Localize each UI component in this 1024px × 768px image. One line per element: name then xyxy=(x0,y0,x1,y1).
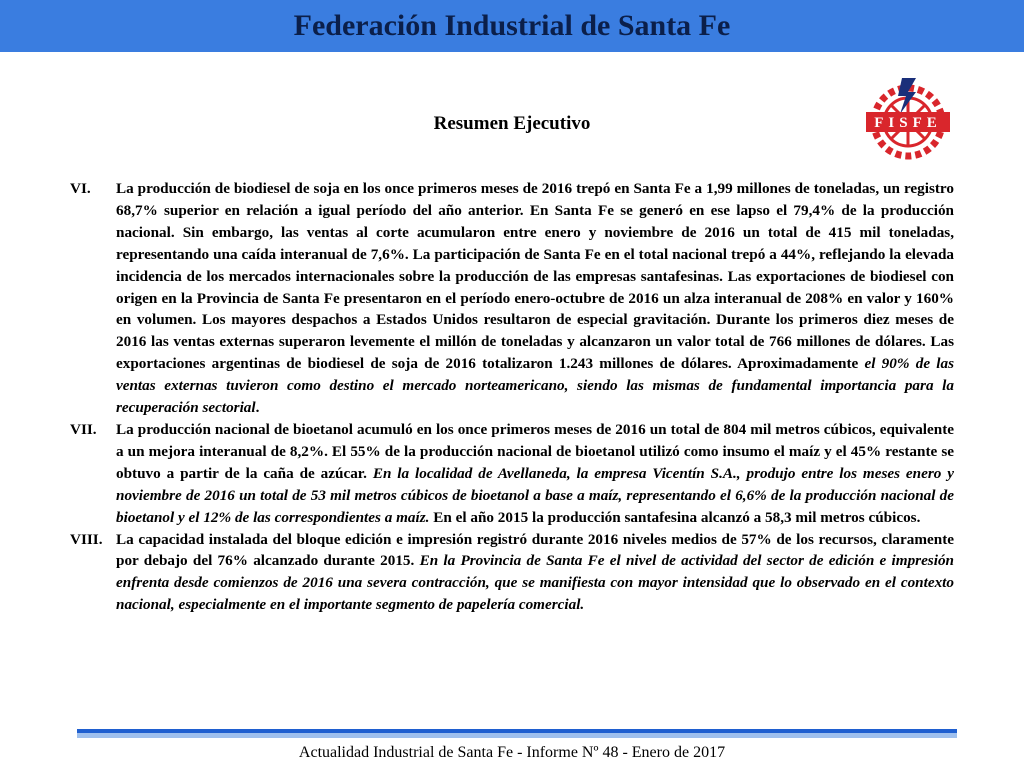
section-title: Resumen Ejecutivo xyxy=(433,113,591,134)
italic-text: el 90% de las ventas externas tuvieron como destino el mercado norteamericano, siendo las mismas de fundamental importancia para la recuperación sectorial xyxy=(116,355,955,417)
paragraph-text: . xyxy=(255,399,260,417)
italic-text: En la localidad de Avellaneda, la empresa Vicentín S.A., produjo entre los meses enero y noviembre de 2016 un total de 53 mil metros cúbicos de bioetanol a base a maíz, representando el 6,6% de la producción nacional de bioetanol y el 12% de las correspondientes a maíz. xyxy=(116,464,954,526)
item-number: VIII. xyxy=(70,530,103,548)
item-number: VII. xyxy=(70,420,97,438)
item-paragraph xyxy=(116,178,954,419)
page-title: Federación Industrial de Santa Fe xyxy=(293,9,731,42)
footer-text: Actualidad Industrial de Santa Fe - Informe Nº 48 - Enero de 2017 xyxy=(298,744,726,761)
summary-item xyxy=(70,419,954,529)
summary-item xyxy=(70,529,954,617)
summary-list xyxy=(70,178,954,616)
italic-text: En la Provincia de Santa Fe el nivel de actividad del sector de edición e impresión enfrenta desde comienzos de 2016 una severa contracción, que se manifiesta con mayor intensidad que lo observado en el contexto nacional, especialmente en el importante segmento de papelería comercial. xyxy=(116,552,954,614)
paragraph-text: La producción nacional de bioetanol acumuló en los once primeros meses de 2016 un total de 804 mil metros cúbicos, equivalente a un mejora interanual de 8,2%. El 55% de la producción nacional de bioetanol utilizó como insumo el maíz y el 45% restante se obtuvo a partir de la caña de azúcar. xyxy=(116,420,954,482)
item-number: VI. xyxy=(70,180,91,197)
item-paragraph xyxy=(116,529,954,617)
logo-text: FISFE xyxy=(874,115,942,131)
summary-item xyxy=(70,178,954,419)
footer-divider-light xyxy=(77,733,957,738)
item-paragraph xyxy=(116,419,954,529)
paragraph-text: En el año 2015 la producción santafesina alcanzó a 58,3 mil metros cúbicos. xyxy=(429,508,921,526)
paragraph-text: La producción de biodiesel de soja en los once primeros meses de 2016 trepó en Santa Fe a 1,99 millones de toneladas, un registro 68,7% superior en relación a igual período del año anterior. En Santa Fe se generó en ese lapso el 79,4% de la producción nacional. Sin embargo, las ventas al corte acumularon entre enero y noviembre de 2016 un total de 415 mil toneladas, representando una caída interanual de 7,6%. La participación de Santa Fe en el total nacional trepó a 44%, reflejando la elevada incidencia de los mercados internacionales sobre la producción de las empresas santafesinas. Las exportaciones de biodiesel con origen en la Provincia de Santa Fe presentaron en el período enero-octubre de 2016 un alza interanual de 208% en valor y 160% en volumen. Los mayores despachos a Estados Unidos resultaron de especial gravitación. Durante los primeros diez meses de 2016 las ventas externas superaron levemente el millón de toneladas y alcanzaron un valor total de 766 millones de dólares. Las exportaciones argentinas de biodiesel de soja de 2016 totalizaron 1.243 millones de dólares. Aproximadamente xyxy=(116,180,954,373)
paragraph-text: La capacidad instalada del bloque edición e impresión registró durante 2016 niveles medios de 57% de los recursos, claramente por debajo del 76% alcanzado durante 2015. xyxy=(116,530,954,570)
